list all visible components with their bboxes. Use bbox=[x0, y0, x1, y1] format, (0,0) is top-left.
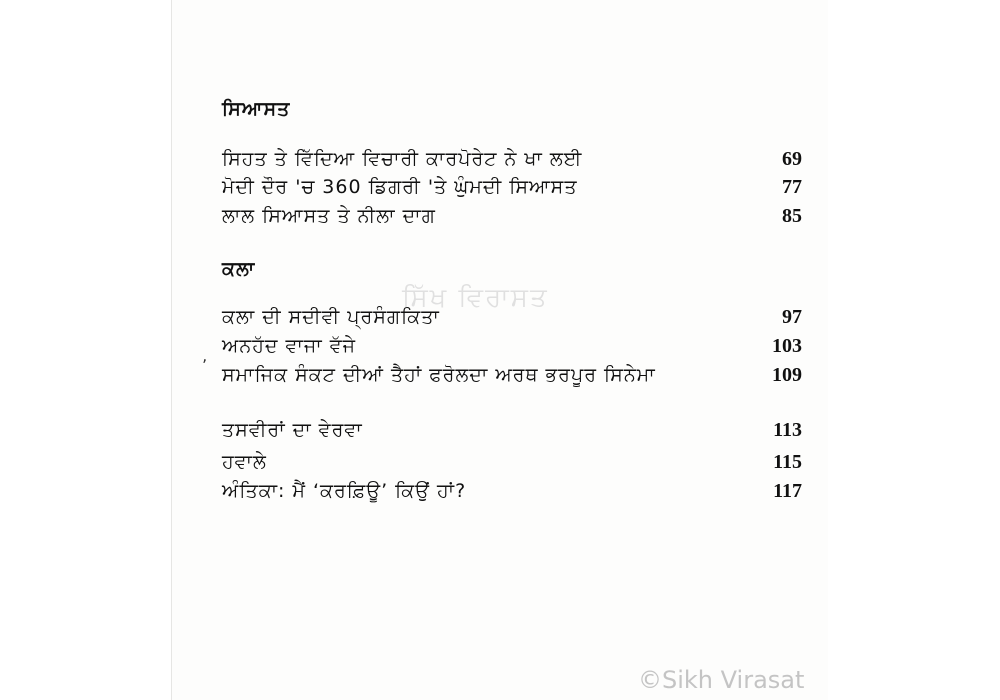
toc-entry-page: 113 bbox=[773, 419, 802, 441]
toc-entry-title: ਸਮਾਜਿਕ ਸੰਕਟ ਦੀਆਂ ਤੈਹਾਂ ਫਰੋਲਦਾ ਅਰਥ ਭਰਪੂਰ ਸਿਨੇਮਾ bbox=[222, 364, 656, 386]
section-heading-art: ਕਲਾ bbox=[222, 258, 256, 280]
toc-entry-title: ਕਲਾ ਦੀ ਸਦੀਵੀ ਪ੍ਰਸੰਗਕਿਤਾ bbox=[222, 306, 440, 328]
watermark-text: ਸਿੱਖ ਵਿਰਾਸਤ bbox=[402, 283, 549, 313]
toc-entry[interactable] bbox=[222, 306, 802, 332]
toc-entry-title: ਮੋਦੀ ਦੌਰ 'ਚ 360 ਡਿਗਰੀ 'ਤੇ ਘੁੰਮਦੀ ਸਿਆਸਤ bbox=[222, 176, 578, 198]
toc-entry[interactable] bbox=[222, 364, 802, 390]
toc-entry[interactable] bbox=[222, 335, 802, 361]
toc-entry-title: ਤਸਵੀਰਾਂ ਦਾ ਵੇਰਵਾ bbox=[222, 419, 363, 441]
toc-entry-page: 97 bbox=[782, 306, 802, 328]
toc-entry[interactable] bbox=[222, 451, 802, 477]
toc-entry-page: 77 bbox=[782, 176, 802, 198]
toc-entry-page: 85 bbox=[782, 205, 802, 227]
toc-entry-title: ਅੰਤਿਕਾ: ਮੈਂ ‘ਕਰਫ਼ਿਊ’ ਕਿਉਂ ਹਾਂ? bbox=[222, 480, 467, 502]
pen-mark: ʼ bbox=[202, 356, 208, 375]
toc-entry-title: ਸਿਹਤ ਤੇ ਵਿੱਦਿਆ ਵਿਚਾਰੀ ਕਾਰਪੋਰੇਟ ਨੇ ਖਾ ਲਈ bbox=[222, 148, 583, 170]
toc-entry-page: 115 bbox=[773, 451, 802, 473]
toc-entry[interactable] bbox=[222, 480, 802, 506]
toc-entry-title: ਲਾਲ ਸਿਆਸਤ ਤੇ ਨੀਲਾ ਦਾਗ bbox=[222, 205, 436, 227]
toc-entry-page: 69 bbox=[782, 148, 802, 170]
toc-entry[interactable] bbox=[222, 419, 802, 445]
toc-entry-title: ਅਨਹੱਦ ਵਾਜਾ ਵੱਜੇ bbox=[222, 335, 357, 357]
toc-entry[interactable] bbox=[222, 148, 802, 174]
toc-entry[interactable] bbox=[222, 176, 802, 202]
toc-entry-title: ਹਵਾਲੇ bbox=[222, 451, 267, 473]
section-heading-politics: ਸਿਆਸਤ bbox=[222, 98, 291, 120]
toc-entry-page: 103 bbox=[772, 335, 802, 357]
copyright-watermark: ©Sikh Virasat bbox=[638, 666, 805, 694]
toc-entry-page: 117 bbox=[773, 480, 802, 502]
toc-entry-page: 109 bbox=[772, 364, 802, 386]
toc-entry[interactable] bbox=[222, 205, 802, 231]
